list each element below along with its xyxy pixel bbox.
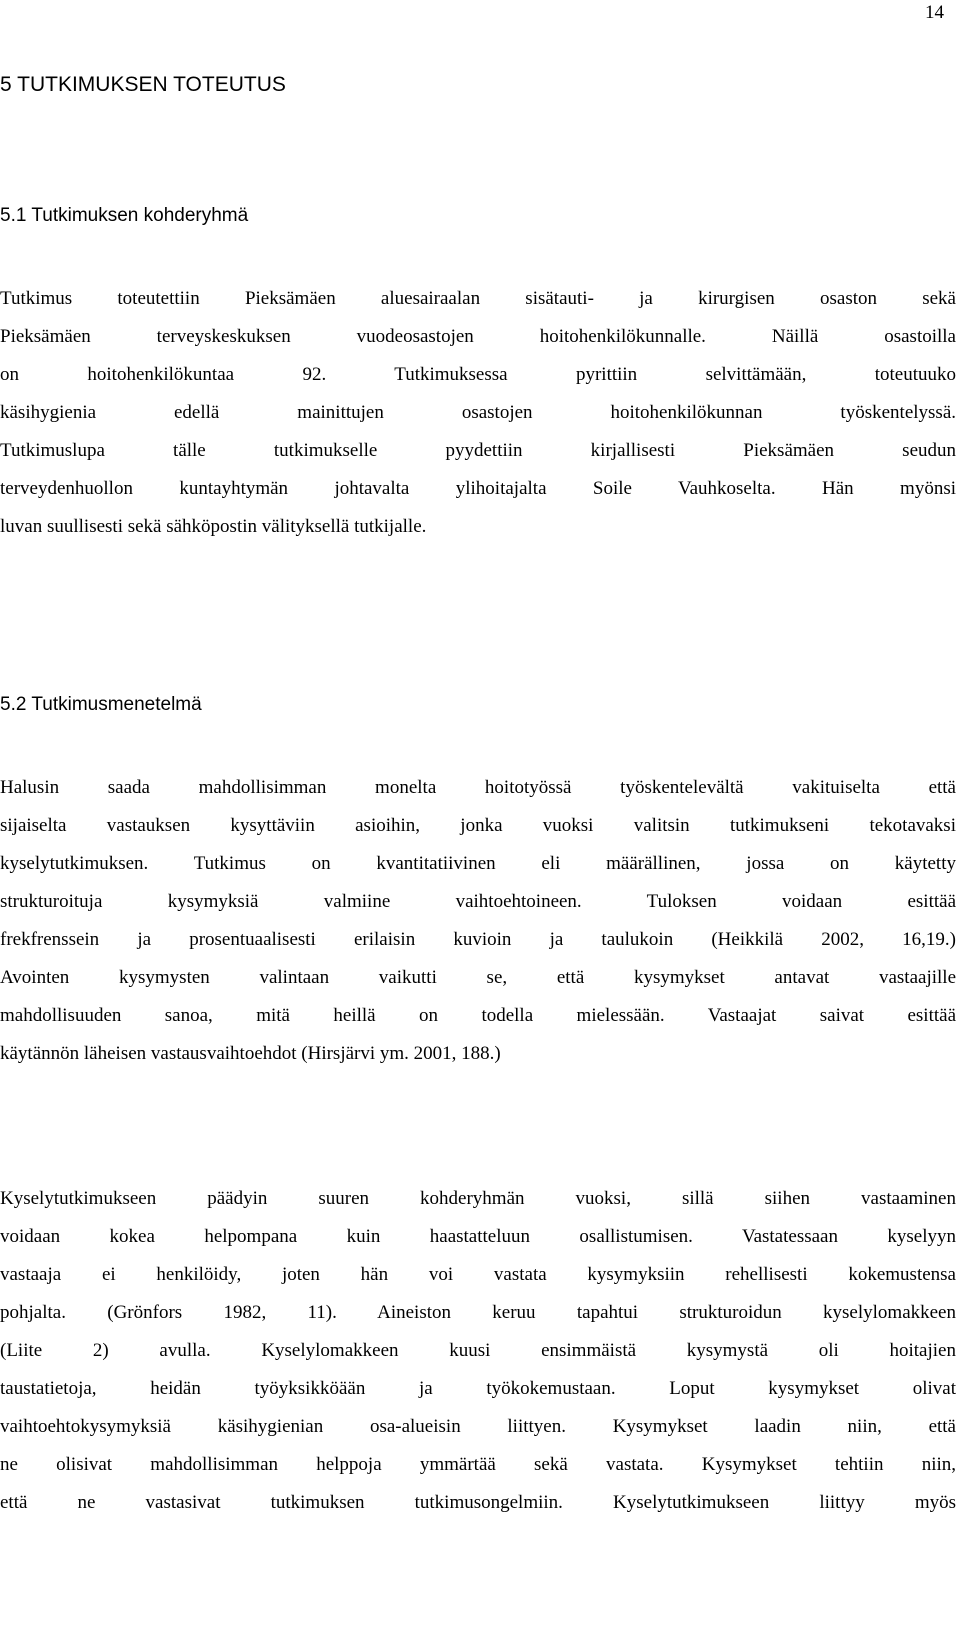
text-line: terveydenhuollon kuntayhtymän johtavalta ylihoitajalta Soile Vauhkoselta. Hän myönsi [0,478,956,499]
text-line: käytännön läheisen vastausvaihtoehdot (Hirsjärvi ym. 2001, 188.) [0,1043,501,1064]
text-line: Halusin saada mahdollisimman monelta hoitotyössä työskentelevältä vakituiselta että [0,777,956,798]
text-line: Pieksämäen terveyskeskuksen vuodeosastojen hoitohenkilökunnalle. Näillä osastoilla [0,326,956,347]
section-heading-5-1: 5.1 Tutkimuksen kohderyhmä [0,205,249,226]
text-line: vastaaja ei henkilöidy, joten hän voi vastata kysymyksiin rehellisesti kokemustensa [0,1264,956,1285]
chapter-heading: 5 TUTKIMUKSEN TOTEUTUS [0,73,286,96]
paragraph-target-group [0,280,956,546]
text-line: frekfrenssein ja prosentuaalisesti erilaisin kuvioin ja taulukoin (Heikkilä 2002, 16,19.) [0,929,956,950]
paragraph-survey [0,1180,956,1522]
text-line: strukturoituja kysymyksiä valmiine vaihtoehtoineen. Tuloksen voidaan esittää [0,891,956,912]
text-line: taustatietoja, heidän työyksikköään ja työkokemustaan. Loput kysymykset olivat [0,1378,956,1399]
text-line: ne olisivat mahdollisimman helppoja ymmärtää sekä vastata. Kysymykset tehtiin niin, [0,1454,956,1475]
text-line: voidaan kokea helpompana kuin haastatteluun osallistumisen. Vastatessaan kyselyyn [0,1226,956,1247]
text-line: sijaiselta vastauksen kysyttäviin asioihin, jonka vuoksi valitsin tutkimukseni tekotavaksi [0,815,956,836]
text-line: käsihygienia edellä mainittujen osastojen hoitohenkilökunnan työskentelyssä. [0,402,956,423]
text-line: mahdollisuuden sanoa, mitä heillä on todella mielessään. Vastaajat saivat esittää [0,1005,956,1026]
text-line: Avointen kysymysten valintaan vaikutti se, että kysymykset antavat vastaajille [0,967,956,988]
text-line: pohjalta. (Grönfors 1982, 11). Aineiston keruu tapahtui strukturoidun kyselylomakkeen [0,1302,956,1323]
text-line: Tutkimuslupa tälle tutkimukselle pyydettiin kirjallisesti Pieksämäen seudun [0,440,956,461]
text-line: että ne vastasivat tutkimuksen tutkimusongelmiin. Kyselytutkimukseen liittyy myös [0,1492,956,1513]
text-line: kyselytutkimuksen. Tutkimus on kvantitatiivinen eli määrällinen, jossa on käytetty [0,853,956,874]
section-heading-5-2: 5.2 Tutkimusmenetelmä [0,694,202,715]
text-line: Kyselytutkimukseen päädyin suuren kohderyhmän vuoksi, sillä siihen vastaaminen [0,1188,956,1209]
text-line: on hoitohenkilökuntaa 92. Tutkimuksessa pyrittiin selvittämään, toteutuuko [0,364,956,385]
paragraph-method [0,769,956,1073]
text-line: luvan suullisesti sekä sähköpostin välityksellä tutkijalle. [0,516,427,537]
page-number: 14 [925,2,944,23]
text-line: (Liite 2) avulla. Kyselylomakkeen kuusi ensimmäistä kysymystä oli hoitajien [0,1340,956,1361]
text-line: Tutkimus toteutettiin Pieksämäen aluesairaalan sisätauti- ja kirurgisen osaston sekä [0,288,956,309]
text-line: vaihtoehtokysymyksiä käsihygienian osa-alueisin liittyen. Kysymykset laadin niin, että [0,1416,956,1437]
